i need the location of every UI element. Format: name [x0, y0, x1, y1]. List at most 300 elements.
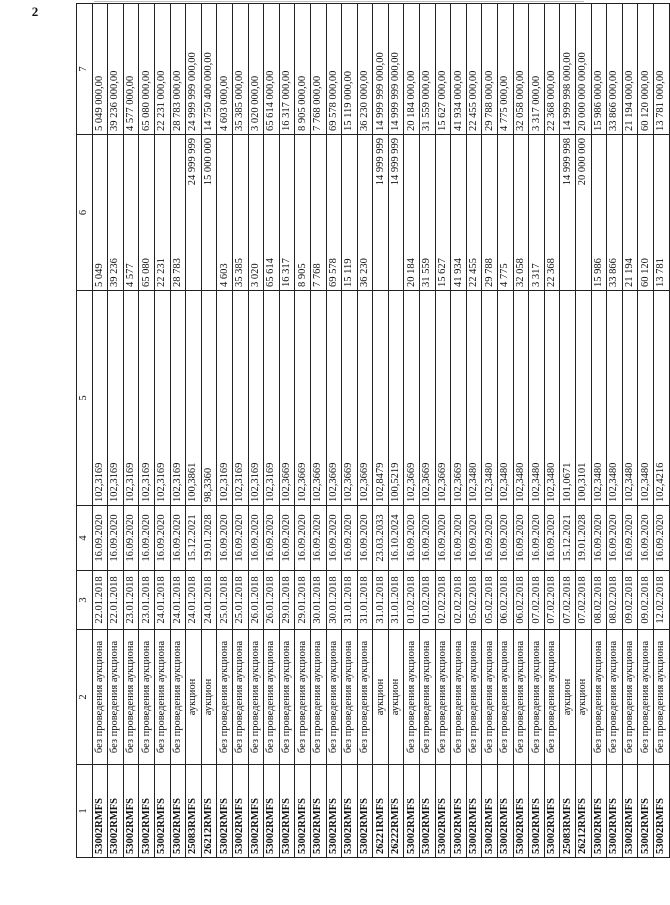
table-row [264, 4, 280, 858]
cell-amount: 65 080 000,00 [139, 4, 155, 135]
cell-amount: 69 578 000,00 [326, 4, 342, 135]
cell-placement-method: без проведения аукциона [170, 630, 186, 765]
cell-quantity: 8 905 [295, 135, 311, 291]
cell-placement-date: 26.01.2018 [264, 571, 280, 630]
cell-placement-date: 23.01.2018 [139, 571, 155, 630]
cell-issue-code: 53002RMFS [154, 765, 170, 858]
cell-price-percent: 102,3169 [232, 291, 248, 506]
cell-placement-method: без проведения аукциона [217, 630, 233, 765]
cell-price-percent: 102,3669 [357, 291, 373, 506]
table-row [482, 4, 498, 858]
cell-issue-code: 53002RMFS [591, 765, 607, 858]
cell-placement-date: 31.01.2018 [388, 571, 404, 630]
cell-quantity: 4 775 [498, 135, 514, 291]
table-row [326, 4, 342, 858]
table-row [186, 4, 202, 858]
cell-amount: 14 750 400 000,00 [201, 4, 217, 135]
cell-issue-code: 53002RMFS [420, 765, 436, 858]
cell-price-percent: 102,3669 [404, 291, 420, 506]
cell-placement-method: без проведения аукциона [404, 630, 420, 765]
cell-price-percent: 102,3169 [139, 291, 155, 506]
cell-maturity-date: 16.09.2020 [170, 506, 186, 571]
cell-quantity: 31 559 [420, 135, 436, 291]
cell-quantity: 22 231 [154, 135, 170, 291]
header-cell-3: 3 [77, 571, 93, 630]
cell-price-percent: 102,3480 [529, 291, 545, 506]
cell-amount: 28 783 000,00 [170, 4, 186, 135]
cell-issue-code: 53002RMFS [622, 765, 638, 858]
cell-issue-code: 53002RMFS [638, 765, 654, 858]
cell-placement-date: 24.01.2018 [154, 571, 170, 630]
cell-issue-code: 53002RMFS [108, 765, 124, 858]
table-row [591, 4, 607, 858]
cell-price-percent: 102,3669 [435, 291, 451, 506]
cell-placement-date: 25.01.2018 [232, 571, 248, 630]
table-row [92, 4, 108, 858]
cell-placement-method: без проведения аукциона [295, 630, 311, 765]
cell-price-percent: 101,0671 [560, 291, 576, 506]
cell-placement-date: 07.02.2018 [560, 571, 576, 630]
cell-amount: 4 603 000,00 [217, 4, 233, 135]
cell-maturity-date: 16.09.2020 [622, 506, 638, 571]
cell-maturity-date: 16.09.2020 [217, 506, 233, 571]
cell-issue-code: 53002RMFS [357, 765, 373, 858]
cell-placement-method: без проведения аукциона [513, 630, 529, 765]
cell-quantity: 22 368 [544, 135, 560, 291]
table-row [170, 4, 186, 858]
cell-maturity-date: 16.09.2020 [529, 506, 545, 571]
table-row [404, 4, 420, 858]
cell-placement-method: без проведения аукциона [310, 630, 326, 765]
cell-quantity: 39 236 [108, 135, 124, 291]
table-row [576, 4, 592, 858]
cell-placement-method: без проведения аукциона [451, 630, 467, 765]
cell-issue-code: 53002RMFS [482, 765, 498, 858]
cell-amount: 15 627 000,00 [435, 4, 451, 135]
cell-price-percent: 102,3169 [248, 291, 264, 506]
cell-placement-date: 30.01.2018 [326, 571, 342, 630]
cell-price-percent: 102,3480 [591, 291, 607, 506]
cell-placement-method: без проведения аукциона [264, 630, 280, 765]
cell-quantity: 32 058 [513, 135, 529, 291]
cell-placement-method: без проведения аукциона [607, 630, 623, 765]
cell-amount: 22 368 000,00 [544, 4, 560, 135]
cell-issue-code: 53002RMFS [92, 765, 108, 858]
cell-amount: 5 049 000,00 [92, 4, 108, 135]
cell-placement-date: 01.02.2018 [420, 571, 436, 630]
cell-placement-method: без проведения аукциона [466, 630, 482, 765]
cell-quantity: 14 999 999 [373, 135, 389, 291]
cell-price-percent: 102,3669 [326, 291, 342, 506]
header-row [77, 4, 93, 858]
cell-placement-date: 12.02.2018 [653, 571, 669, 630]
cell-amount: 15 986 000,00 [591, 4, 607, 135]
cell-maturity-date: 16.09.2020 [544, 506, 560, 571]
cell-quantity: 13 781 [653, 135, 669, 291]
table-row [248, 4, 264, 858]
cell-maturity-date: 16.09.2020 [248, 506, 264, 571]
cell-price-percent: 102,3169 [108, 291, 124, 506]
cell-issue-code: 53002RMFS [544, 765, 560, 858]
cell-maturity-date: 16.09.2020 [326, 506, 342, 571]
cell-issue-code: 53002RMFS [342, 765, 358, 858]
cell-quantity: 22 455 [466, 135, 482, 291]
table-row [529, 4, 545, 858]
bond-placement-table [76, 3, 670, 858]
cell-price-percent: 102,3480 [622, 291, 638, 506]
cell-amount: 8 905 000,00 [295, 4, 311, 135]
cell-price-percent: 102,3669 [420, 291, 436, 506]
cell-quantity: 35 385 [232, 135, 248, 291]
cell-placement-date: 06.02.2018 [513, 571, 529, 630]
rotated-table-container [76, 52, 667, 858]
cell-maturity-date: 16.10.2024 [388, 506, 404, 571]
cell-quantity: 28 783 [170, 135, 186, 291]
cell-issue-code: 25083RMFS [560, 765, 576, 858]
table-row [607, 4, 623, 858]
cell-placement-method: без проведения аукциона [529, 630, 545, 765]
cell-price-percent: 98,3360 [201, 291, 217, 506]
table-row [638, 4, 654, 858]
cell-placement-date: 09.02.2018 [638, 571, 654, 630]
cell-placement-method: аукцион [388, 630, 404, 765]
cell-placement-method: без проведения аукциона [638, 630, 654, 765]
cell-quantity: 15 000 000 [201, 135, 217, 291]
cell-amount: 20 000 000 000,00 [576, 4, 592, 135]
cell-issue-code: 53002RMFS [435, 765, 451, 858]
cell-quantity: 65 614 [264, 135, 280, 291]
cell-issue-code: 53002RMFS [310, 765, 326, 858]
cell-quantity: 16 317 [279, 135, 295, 291]
cell-issue-code: 53002RMFS [295, 765, 311, 858]
cell-amount: 65 614 000,00 [264, 4, 280, 135]
cell-placement-date: 29.01.2018 [295, 571, 311, 630]
table-row [451, 4, 467, 858]
cell-amount: 14 999 998 000,00 [560, 4, 576, 135]
header-cell-4: 4 [77, 506, 93, 571]
cell-price-percent: 102,3669 [451, 291, 467, 506]
cell-placement-date: 29.01.2018 [279, 571, 295, 630]
scan-edge-line [94, 1, 584, 2]
cell-issue-code: 53002RMFS [529, 765, 545, 858]
table-row [544, 4, 560, 858]
cell-issue-code: 53002RMFS [607, 765, 623, 858]
cell-maturity-date: 16.09.2020 [638, 506, 654, 571]
header-cell-6: 6 [77, 135, 93, 291]
cell-placement-date: 05.02.2018 [466, 571, 482, 630]
cell-maturity-date: 15.12.2021 [560, 506, 576, 571]
cell-maturity-date: 16.09.2020 [295, 506, 311, 571]
table-row [108, 4, 124, 858]
cell-placement-date: 07.02.2018 [529, 571, 545, 630]
cell-amount: 7 768 000,00 [310, 4, 326, 135]
cell-price-percent: 102,3169 [154, 291, 170, 506]
cell-maturity-date: 16.09.2020 [435, 506, 451, 571]
cell-amount: 20 184 000,00 [404, 4, 420, 135]
cell-price-percent: 102,3169 [170, 291, 186, 506]
cell-amount: 39 236 000,00 [108, 4, 124, 135]
cell-quantity: 14 999 998 [560, 135, 576, 291]
cell-amount: 16 317 000,00 [279, 4, 295, 135]
cell-quantity: 15 627 [435, 135, 451, 291]
cell-placement-method: без проведения аукциона [420, 630, 436, 765]
cell-quantity: 7 768 [310, 135, 326, 291]
cell-placement-date: 26.01.2018 [248, 571, 264, 630]
cell-placement-date: 01.02.2018 [404, 571, 420, 630]
cell-issue-code: 26212RMFS [201, 765, 217, 858]
cell-quantity: 14 999 999 [388, 135, 404, 291]
cell-price-percent: 102,3480 [544, 291, 560, 506]
table-row [498, 4, 514, 858]
header-cell-5: 5 [77, 291, 93, 506]
cell-quantity: 41 934 [451, 135, 467, 291]
cell-issue-code: 53002RMFS [170, 765, 186, 858]
cell-quantity: 20 000 000 [576, 135, 592, 291]
cell-amount: 4 775 000,00 [498, 4, 514, 135]
cell-placement-method: аукцион [560, 630, 576, 765]
table-row [435, 4, 451, 858]
cell-maturity-date: 16.09.2020 [404, 506, 420, 571]
cell-placement-method: аукцион [201, 630, 217, 765]
cell-price-percent: 100,5219 [388, 291, 404, 506]
table-row [513, 4, 529, 858]
cell-maturity-date: 16.09.2020 [653, 506, 669, 571]
cell-placement-method: без проведения аукциона [232, 630, 248, 765]
cell-placement-date: 22.01.2018 [92, 571, 108, 630]
cell-quantity: 3 020 [248, 135, 264, 291]
cell-amount: 24 999 999 000,00 [186, 4, 202, 135]
cell-maturity-date: 16.09.2020 [342, 506, 358, 571]
cell-quantity: 4 577 [123, 135, 139, 291]
cell-placement-date: 08.02.2018 [591, 571, 607, 630]
cell-amount: 22 455 000,00 [466, 4, 482, 135]
cell-maturity-date: 15.12.2021 [186, 506, 202, 571]
cell-maturity-date: 16.09.2020 [310, 506, 326, 571]
table-row [139, 4, 155, 858]
cell-price-percent: 102,3169 [123, 291, 139, 506]
cell-price-percent: 102,3169 [217, 291, 233, 506]
table-row [295, 4, 311, 858]
cell-price-percent: 102,3169 [264, 291, 280, 506]
cell-placement-date: 02.02.2018 [435, 571, 451, 630]
cell-maturity-date: 16.09.2020 [279, 506, 295, 571]
cell-price-percent: 100,3861 [186, 291, 202, 506]
cell-maturity-date: 16.09.2020 [92, 506, 108, 571]
cell-maturity-date: 16.09.2020 [154, 506, 170, 571]
cell-issue-code: 25083RMFS [186, 765, 202, 858]
cell-placement-method: без проведения аукциона [591, 630, 607, 765]
cell-quantity: 33 866 [607, 135, 623, 291]
cell-placement-method: без проведения аукциона [653, 630, 669, 765]
cell-quantity: 4 603 [217, 135, 233, 291]
cell-issue-code: 53002RMFS [404, 765, 420, 858]
cell-price-percent: 102,3669 [342, 291, 358, 506]
cell-maturity-date: 16.09.2020 [591, 506, 607, 571]
cell-placement-date: 23.01.2018 [123, 571, 139, 630]
cell-maturity-date: 16.09.2020 [357, 506, 373, 571]
cell-amount: 36 230 000,00 [357, 4, 373, 135]
table-row [420, 4, 436, 858]
table-row [123, 4, 139, 858]
cell-maturity-date: 16.09.2020 [513, 506, 529, 571]
cell-amount: 21 194 000,00 [622, 4, 638, 135]
cell-placement-date: 22.01.2018 [108, 571, 124, 630]
cell-placement-date: 02.02.2018 [451, 571, 467, 630]
cell-quantity: 24 999 999 [186, 135, 202, 291]
cell-amount: 29 788 000,00 [482, 4, 498, 135]
cell-amount: 13 781 000,00 [653, 4, 669, 135]
cell-issue-code: 53002RMFS [139, 765, 155, 858]
cell-price-percent: 102,3480 [466, 291, 482, 506]
cell-placement-date: 09.02.2018 [622, 571, 638, 630]
cell-placement-date: 31.01.2018 [373, 571, 389, 630]
cell-amount: 15 119 000,00 [342, 4, 358, 135]
cell-placement-method: без проведения аукциона [544, 630, 560, 765]
cell-amount: 22 231 000,00 [154, 4, 170, 135]
cell-placement-method: аукцион [373, 630, 389, 765]
cell-maturity-date: 16.09.2020 [420, 506, 436, 571]
cell-amount: 31 559 000,00 [420, 4, 436, 135]
cell-placement-date: 25.01.2018 [217, 571, 233, 630]
cell-maturity-date: 16.09.2020 [466, 506, 482, 571]
table-row [154, 4, 170, 858]
table-row [232, 4, 248, 858]
cell-issue-code: 53002RMFS [123, 765, 139, 858]
cell-placement-date: 24.01.2018 [170, 571, 186, 630]
table-row [622, 4, 638, 858]
cell-maturity-date: 16.09.2020 [607, 506, 623, 571]
table-row [342, 4, 358, 858]
cell-amount: 35 385 000,00 [232, 4, 248, 135]
cell-amount: 4 577 000,00 [123, 4, 139, 135]
cell-placement-date: 24.01.2018 [186, 571, 202, 630]
cell-issue-code: 53002RMFS [466, 765, 482, 858]
cell-quantity: 3 317 [529, 135, 545, 291]
cell-placement-method: без проведения аукциона [139, 630, 155, 765]
cell-maturity-date: 16.09.2020 [232, 506, 248, 571]
cell-placement-method: без проведения аукциона [154, 630, 170, 765]
cell-issue-code: 26212RMFS [576, 765, 592, 858]
table-row [560, 4, 576, 858]
cell-maturity-date: 16.09.2020 [123, 506, 139, 571]
cell-placement-method: без проведения аукциона [92, 630, 108, 765]
cell-amount: 3 020 000,00 [248, 4, 264, 135]
cell-quantity: 29 788 [482, 135, 498, 291]
cell-placement-method: без проведения аукциона [279, 630, 295, 765]
cell-issue-code: 53002RMFS [279, 765, 295, 858]
table-body [92, 4, 669, 858]
cell-placement-method: без проведения аукциона [342, 630, 358, 765]
cell-amount: 33 866 000,00 [607, 4, 623, 135]
cell-placement-date: 30.01.2018 [310, 571, 326, 630]
cell-maturity-date: 16.09.2020 [482, 506, 498, 571]
cell-price-percent: 102,8479 [373, 291, 389, 506]
table-row [310, 4, 326, 858]
cell-issue-code: 53002RMFS [217, 765, 233, 858]
cell-placement-date: 07.02.2018 [576, 571, 592, 630]
cell-price-percent: 102,3669 [295, 291, 311, 506]
cell-amount: 41 934 000,00 [451, 4, 467, 135]
cell-issue-code: 26222RMFS [388, 765, 404, 858]
cell-maturity-date: 16.09.2020 [498, 506, 514, 571]
cell-quantity: 20 184 [404, 135, 420, 291]
cell-issue-code: 53002RMFS [326, 765, 342, 858]
table-row [388, 4, 404, 858]
cell-amount: 32 058 000,00 [513, 4, 529, 135]
cell-issue-code: 26221RMFS [373, 765, 389, 858]
cell-placement-method: без проведения аукциона [326, 630, 342, 765]
cell-price-percent: 100,3101 [576, 291, 592, 506]
cell-price-percent: 102,3169 [92, 291, 108, 506]
cell-price-percent: 102,3480 [513, 291, 529, 506]
table-row [466, 4, 482, 858]
cell-placement-method: без проведения аукциона [248, 630, 264, 765]
cell-placement-method: без проведения аукциона [357, 630, 373, 765]
cell-issue-code: 53002RMFS [498, 765, 514, 858]
table-row [357, 4, 373, 858]
table-row [373, 4, 389, 858]
cell-quantity: 15 986 [591, 135, 607, 291]
cell-placement-date: 05.02.2018 [482, 571, 498, 630]
table-row [279, 4, 295, 858]
page-number: 2 [31, 4, 39, 19]
cell-placement-method: без проведения аукциона [108, 630, 124, 765]
cell-issue-code: 53002RMFS [513, 765, 529, 858]
cell-placement-method: аукцион [576, 630, 592, 765]
cell-maturity-date: 16.09.2020 [139, 506, 155, 571]
cell-price-percent: 102,3480 [638, 291, 654, 506]
cell-placement-method: без проведения аукциона [482, 630, 498, 765]
table-row [653, 4, 669, 858]
cell-quantity: 60 120 [638, 135, 654, 291]
cell-amount: 60 120 000,00 [638, 4, 654, 135]
cell-placement-date: 24.01.2018 [201, 571, 217, 630]
cell-maturity-date: 19.01.2028 [201, 506, 217, 571]
table-row [201, 4, 217, 858]
cell-quantity: 15 119 [342, 135, 358, 291]
cell-placement-date: 31.01.2018 [342, 571, 358, 630]
cell-issue-code: 53002RMFS [232, 765, 248, 858]
cell-issue-code: 53002RMFS [653, 765, 669, 858]
table-row [217, 4, 233, 858]
cell-maturity-date: 16.09.2020 [451, 506, 467, 571]
header-cell-1: 1 [77, 765, 93, 858]
cell-quantity: 5 049 [92, 135, 108, 291]
cell-price-percent: 102,4216 [653, 291, 669, 506]
cell-maturity-date: 23.03.2033 [373, 506, 389, 571]
header-cell-2: 2 [77, 630, 93, 765]
cell-placement-date: 08.02.2018 [607, 571, 623, 630]
cell-maturity-date: 16.09.2020 [108, 506, 124, 571]
cell-placement-method: без проведения аукциона [622, 630, 638, 765]
cell-issue-code: 53002RMFS [451, 765, 467, 858]
cell-placement-method: без проведения аукциона [498, 630, 514, 765]
cell-price-percent: 102,3669 [310, 291, 326, 506]
cell-quantity: 36 230 [357, 135, 373, 291]
cell-placement-date: 31.01.2018 [357, 571, 373, 630]
cell-price-percent: 102,3669 [279, 291, 295, 506]
cell-issue-code: 53002RMFS [248, 765, 264, 858]
cell-placement-method: аукцион [186, 630, 202, 765]
cell-price-percent: 102,3480 [607, 291, 623, 506]
cell-amount: 14 999 999 000,00 [388, 4, 404, 135]
cell-placement-method: без проведения аукциона [435, 630, 451, 765]
cell-quantity: 65 080 [139, 135, 155, 291]
cell-maturity-date: 19.01.2028 [576, 506, 592, 571]
cell-issue-code: 53002RMFS [264, 765, 280, 858]
cell-quantity: 21 194 [622, 135, 638, 291]
cell-maturity-date: 16.09.2020 [264, 506, 280, 571]
